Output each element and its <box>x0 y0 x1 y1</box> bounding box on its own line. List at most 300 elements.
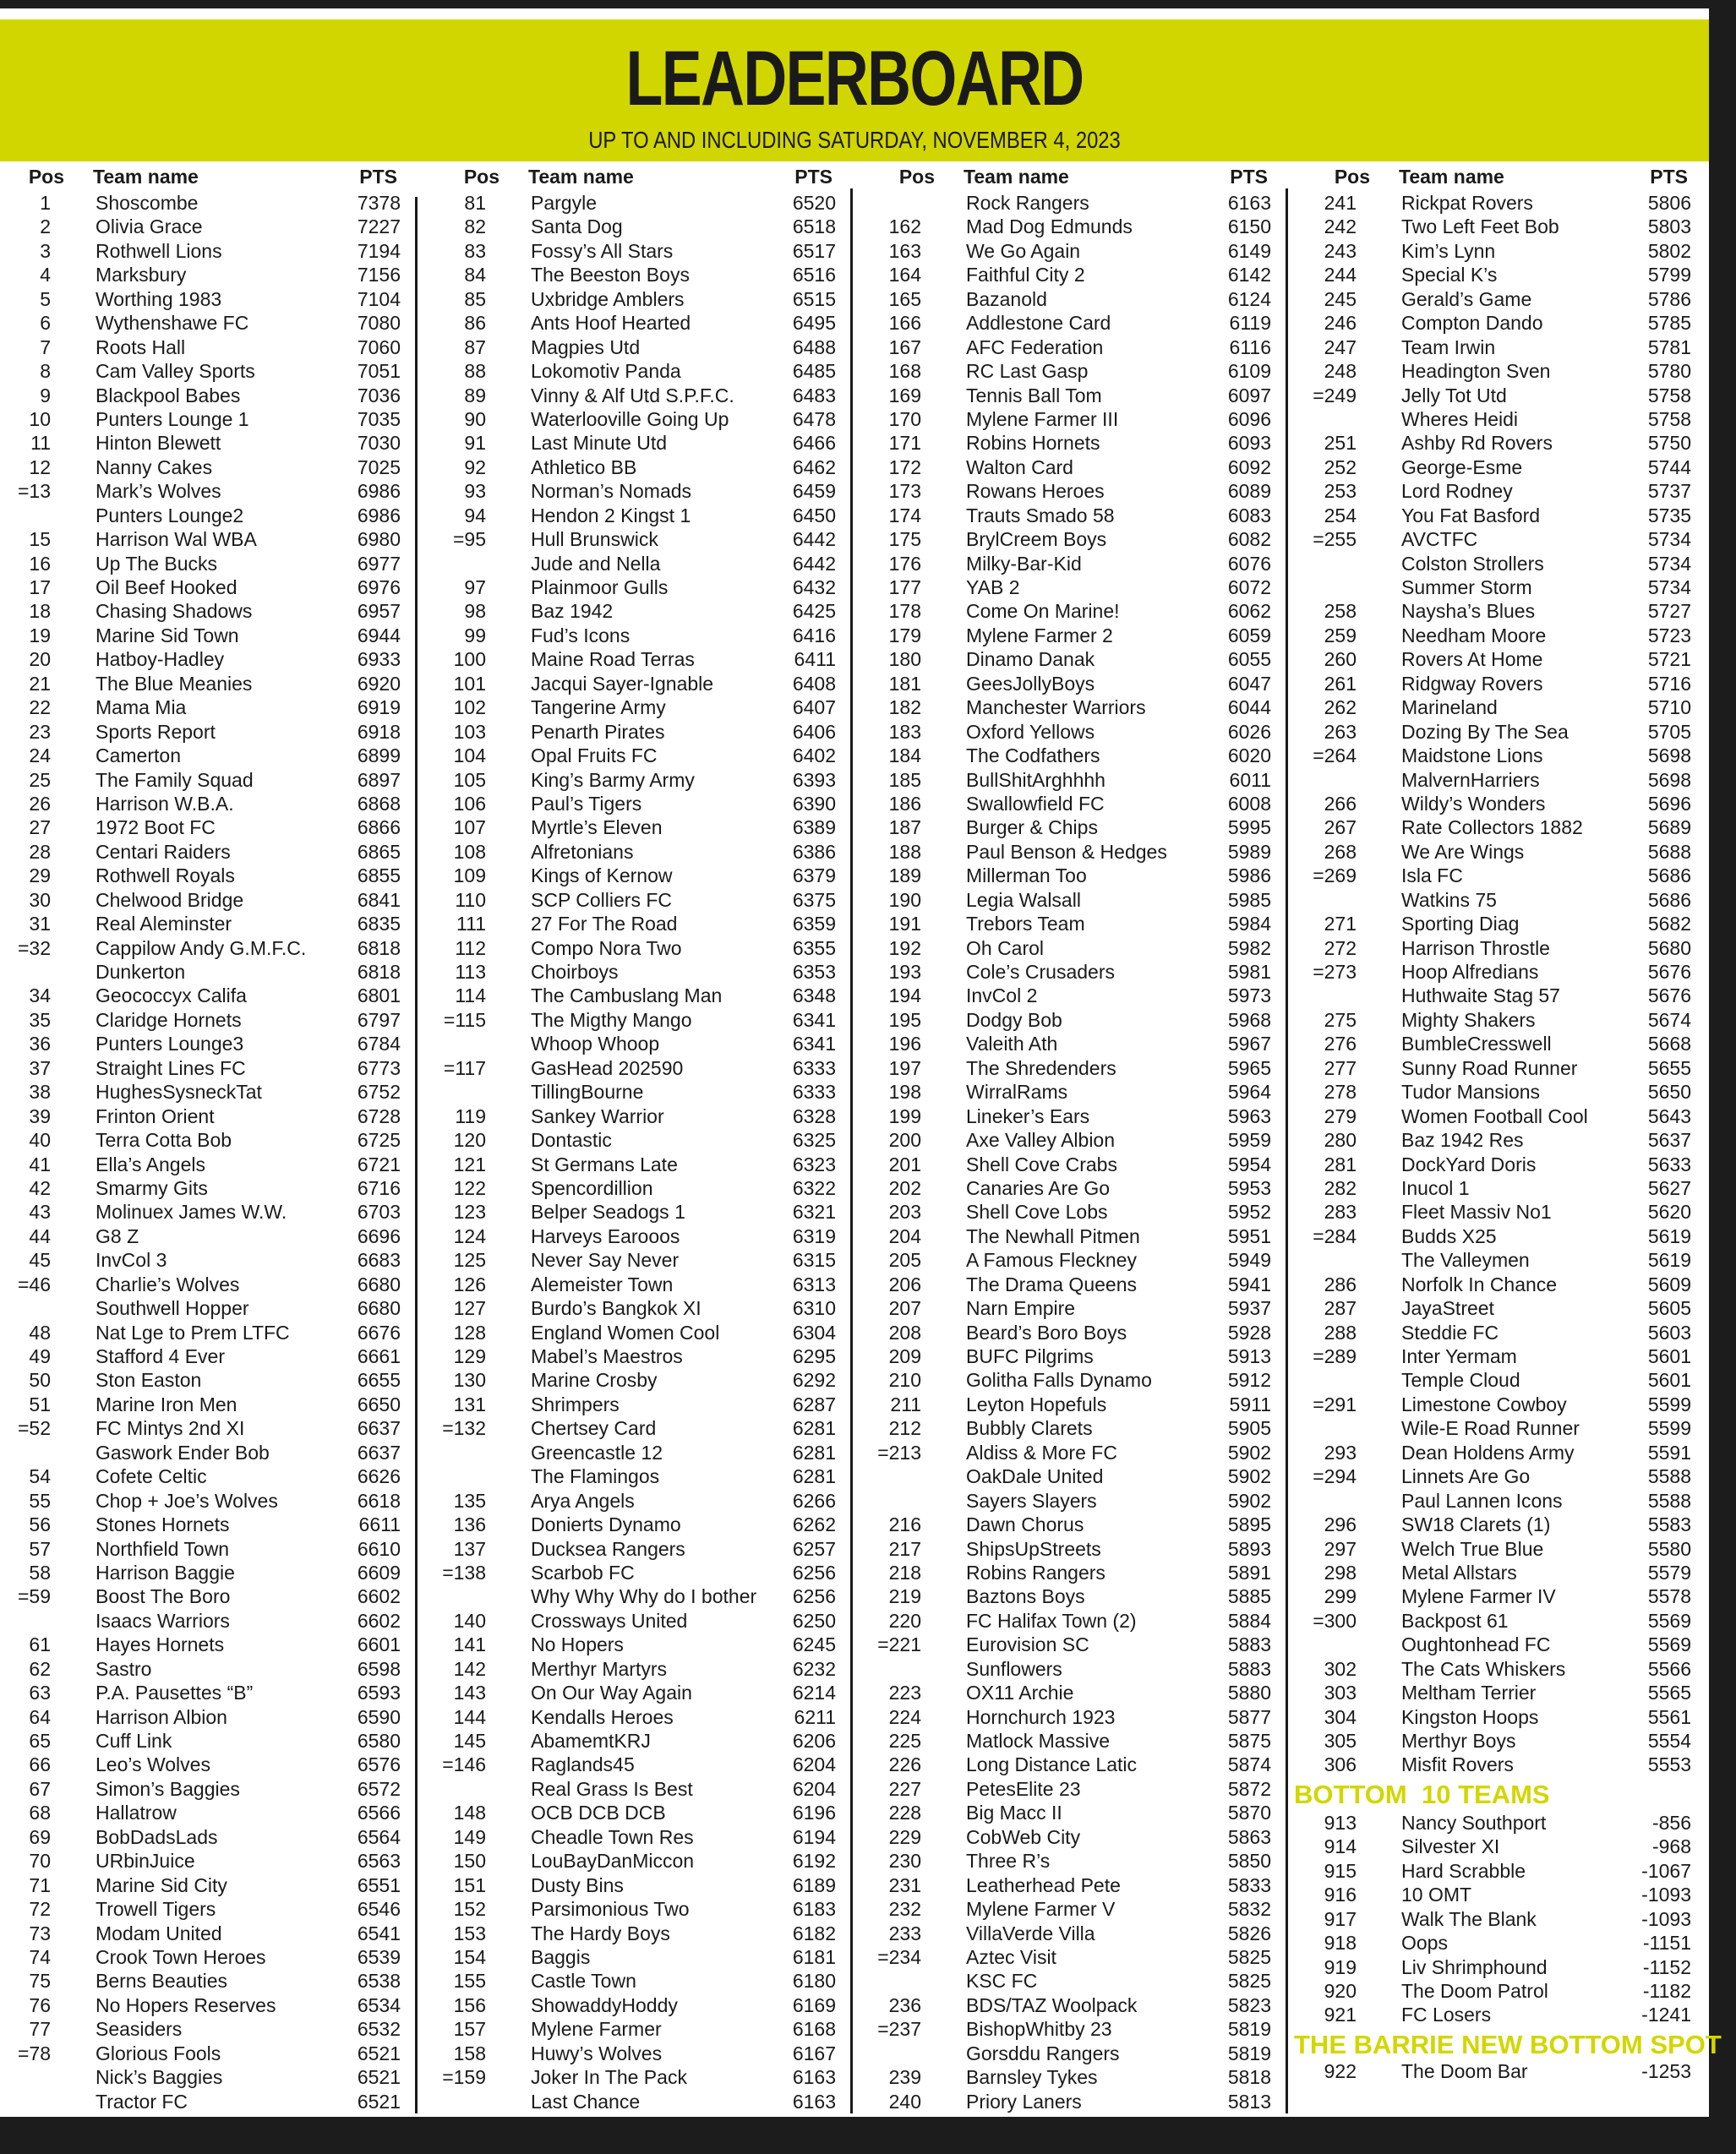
team-name-cell: Nanny Cakes <box>96 455 213 478</box>
points-cell: 5902 <box>1227 1465 1271 1488</box>
table-row <box>1306 1633 1713 1656</box>
team-name-cell: MalvernHarriers <box>1401 768 1540 791</box>
header-pts: PTS <box>359 166 397 188</box>
table-row <box>435 1393 858 1416</box>
team-name-cell: Faithful City 2 <box>966 264 1085 286</box>
points-cell: 6703 <box>357 1201 401 1224</box>
table-row <box>435 1777 858 1801</box>
team-name-cell: Berns Beauties <box>96 1970 227 1993</box>
team-name-cell: Hallatrow <box>96 1802 177 1824</box>
points-cell: 6204 <box>792 1777 836 1800</box>
points-cell: 6432 <box>792 576 836 598</box>
points-cell: 6076 <box>1227 552 1271 575</box>
team-name-cell: Shell Cove Lobs <box>966 1201 1108 1224</box>
points-cell: -968 <box>1651 1835 1691 1858</box>
table-row <box>871 1561 1293 1584</box>
points-cell: 6313 <box>792 1273 836 1295</box>
table-row <box>435 1296 858 1320</box>
team-name-cell: AVCTFC <box>1401 528 1478 551</box>
table-row <box>1306 1931 1713 1955</box>
points-cell: 6072 <box>1227 576 1271 598</box>
team-name-cell: WirralRams <box>966 1081 1068 1104</box>
points-cell: 6348 <box>792 984 836 1007</box>
position-cell: 45 <box>29 1249 51 1272</box>
table-row <box>871 1825 1293 1849</box>
table-row <box>1306 672 1713 695</box>
points-cell: 5949 <box>1227 1249 1271 1272</box>
column-header <box>871 162 1293 191</box>
table-row <box>871 984 1293 1007</box>
position-cell: 232 <box>888 1898 921 1921</box>
team-name-cell: Sastro <box>96 1657 152 1680</box>
points-cell: 6257 <box>792 1537 836 1560</box>
position-cell: 271 <box>1324 913 1357 935</box>
position-cell: 54 <box>29 1465 51 1488</box>
team-name-cell: Wythenshawe FC <box>96 312 249 335</box>
table-row <box>1306 1907 1713 1931</box>
table-row <box>871 2042 1293 2065</box>
table-row <box>871 888 1293 912</box>
position-cell: 66 <box>29 1753 51 1776</box>
position-cell: 283 <box>1324 1201 1357 1224</box>
team-name-cell: The Codfathers <box>966 744 1100 767</box>
points-cell: 6062 <box>1227 600 1271 623</box>
table-row <box>435 455 858 479</box>
table-row <box>1306 215 1713 238</box>
table-row <box>871 407 1293 431</box>
team-name-cell: Robins Rangers <box>966 1561 1105 1584</box>
team-name-cell: Cappilow Andy G.M.F.C. <box>96 936 307 959</box>
table-row <box>0 215 423 238</box>
points-cell: 5698 <box>1647 768 1691 791</box>
team-name-cell: The Blue Meanies <box>96 672 253 695</box>
table-row <box>1306 912 1713 935</box>
position-cell: 120 <box>453 1129 486 1152</box>
table-row <box>871 2090 1293 2113</box>
team-name-cell: Centari Raiders <box>96 840 231 863</box>
header-pos: Pos <box>28 166 64 188</box>
table-row <box>435 792 858 815</box>
team-name-cell: Punters Lounge3 <box>96 1033 244 1055</box>
table-row <box>435 2090 858 2113</box>
points-cell: 6211 <box>794 1705 836 1728</box>
table-row <box>1306 1859 1713 1883</box>
header-pts: PTS <box>794 166 833 188</box>
team-name-cell: We Go Again <box>966 239 1081 262</box>
position-cell: 16 <box>29 552 51 575</box>
team-name-cell: The Flamingos <box>531 1465 660 1488</box>
points-cell: 6459 <box>792 480 836 503</box>
table-row <box>435 624 858 647</box>
position-cell: 198 <box>888 1081 921 1104</box>
team-name-cell: Real Aleminster <box>96 913 232 935</box>
points-cell: 5566 <box>1647 1657 1691 1680</box>
team-name-cell: Misfit Rovers <box>1401 1753 1514 1776</box>
position-cell: 41 <box>29 1153 51 1175</box>
position-cell: 167 <box>888 335 921 358</box>
points-cell: 5986 <box>1227 864 1271 887</box>
points-cell: 6957 <box>357 600 401 623</box>
new-bottom-heading: THE BARRIE NEW BOTTOM SPOT <box>1294 2029 1722 2059</box>
points-cell: 6986 <box>357 480 401 503</box>
team-name-cell: Welch True Blue <box>1401 1537 1544 1560</box>
team-name-cell: InvCol 2 <box>966 984 1038 1007</box>
table-row <box>0 1561 423 1584</box>
table-row <box>435 1945 858 1969</box>
team-name-cell: Maine Road Terras <box>531 648 695 671</box>
points-cell: 6204 <box>792 1753 836 1776</box>
team-name-cell: Summer Storm <box>1401 576 1532 598</box>
position-cell: 279 <box>1324 1104 1357 1127</box>
team-name-cell: A Famous Fleckney <box>966 1249 1137 1272</box>
table-row <box>0 1537 423 1561</box>
position-cell: 87 <box>464 335 486 358</box>
team-name-cell: Gaswork Ender Bob <box>96 1441 270 1464</box>
position-cell: 236 <box>888 1993 921 2016</box>
points-cell: -1182 <box>1642 1979 1691 2002</box>
team-name-cell: Ashby Rd Rovers <box>1401 432 1553 455</box>
position-cell: 920 <box>1324 1979 1357 2002</box>
points-cell: 6563 <box>357 1850 401 1873</box>
position-cell: 209 <box>888 1345 921 1367</box>
points-cell: 5803 <box>1647 215 1691 238</box>
points-cell: 6295 <box>792 1345 836 1367</box>
position-cell: 11 <box>30 432 51 455</box>
table-row <box>1306 384 1713 407</box>
position-cell: =213 <box>877 1441 921 1464</box>
points-cell: 5569 <box>1647 1609 1691 1632</box>
position-cell: 194 <box>888 984 921 1007</box>
points-cell: 6680 <box>357 1273 401 1295</box>
points-cell: 5833 <box>1227 1873 1271 1896</box>
table-row <box>435 287 858 311</box>
points-cell: 5619 <box>1647 1224 1691 1247</box>
team-name-cell: Scarbob FC <box>531 1561 635 1584</box>
table-row <box>871 1368 1293 1392</box>
points-cell: 5884 <box>1227 1609 1271 1632</box>
position-cell: 89 <box>464 384 486 406</box>
table-row <box>1306 335 1713 359</box>
team-name-cell: Robins Hornets <box>966 432 1100 455</box>
team-name-cell: Millerman Too <box>966 864 1087 887</box>
table-row <box>0 1609 423 1633</box>
position-cell: 40 <box>29 1129 51 1152</box>
table-row <box>0 1513 423 1536</box>
table-row <box>435 888 858 912</box>
points-cell: 6416 <box>792 624 836 646</box>
table-row <box>871 1248 1293 1272</box>
table-row <box>1306 1489 1713 1513</box>
position-cell: =269 <box>1313 864 1357 887</box>
table-row <box>871 599 1293 623</box>
table-row <box>1306 1441 1713 1464</box>
table-row <box>435 1368 858 1392</box>
table-row <box>871 624 1293 647</box>
points-cell: 6442 <box>792 552 836 575</box>
table-row <box>871 720 1293 744</box>
rows-list <box>871 191 1293 2113</box>
points-cell: 6163 <box>1227 192 1271 214</box>
table-row <box>0 1321 423 1344</box>
position-cell: 36 <box>29 1033 51 1055</box>
team-name-cell: Chasing Shadows <box>96 600 253 623</box>
table-row <box>0 1032 423 1055</box>
points-cell: 5995 <box>1227 816 1271 839</box>
table-row <box>1306 1835 1713 1858</box>
position-cell: 19 <box>29 624 51 646</box>
position-cell: 230 <box>888 1850 921 1873</box>
position-cell: 149 <box>453 1825 486 1848</box>
table-row <box>0 287 423 311</box>
table-row <box>871 215 1293 238</box>
table-row <box>435 1753 858 1776</box>
position-cell: 2 <box>40 215 51 238</box>
team-name-cell: Rovers At Home <box>1401 648 1543 671</box>
team-name-cell: Glorious Fools <box>96 2042 221 2064</box>
team-name-cell: Naysha’s Blues <box>1401 600 1536 623</box>
team-name-cell: Smarmy Gits <box>96 1176 208 1199</box>
points-cell: 5637 <box>1647 1129 1691 1152</box>
team-name-cell: Colston Strollers <box>1401 552 1544 575</box>
points-cell: 5985 <box>1227 888 1271 911</box>
points-cell: 6488 <box>792 335 836 358</box>
team-name-cell: Rothwell Royals <box>96 864 235 887</box>
table-row <box>1306 815 1713 839</box>
table-row <box>871 672 1293 695</box>
table-row <box>1306 1200 1713 1224</box>
position-cell: 110 <box>455 888 486 911</box>
table-row <box>1306 720 1713 744</box>
table-row <box>1306 1657 1713 1681</box>
team-name-cell: We Are Wings <box>1401 840 1525 863</box>
table-row <box>871 1273 1293 1296</box>
points-cell: 6485 <box>792 360 836 383</box>
points-cell: 6119 <box>1229 312 1271 335</box>
table-row <box>871 647 1293 671</box>
team-name-cell: Marineland <box>1401 696 1498 719</box>
team-name-cell: SW18 Clarets (1) <box>1401 1513 1551 1536</box>
points-cell: 6637 <box>357 1417 401 1440</box>
team-name-cell: Frinton Orient <box>96 1104 215 1127</box>
points-cell: 6897 <box>357 768 401 791</box>
table-row <box>1306 359 1713 383</box>
points-cell: 5601 <box>1647 1345 1691 1367</box>
team-name-cell: Inter Yermam <box>1401 1345 1517 1367</box>
points-cell: 6546 <box>357 1898 401 1921</box>
position-cell: 211 <box>890 1393 921 1415</box>
table-row <box>1306 1729 1713 1753</box>
position-cell: 128 <box>453 1321 486 1344</box>
team-name-cell: HughesSysneckTat <box>96 1081 262 1104</box>
team-name-cell: Come On Marine! <box>966 600 1120 623</box>
points-cell: 6096 <box>1227 407 1271 430</box>
points-cell: 6355 <box>792 936 836 959</box>
table-row <box>435 1441 858 1464</box>
table-row <box>0 624 423 647</box>
team-name-cell: Southwell Hopper <box>96 1297 249 1320</box>
team-name-cell: Inucol 1 <box>1401 1176 1470 1199</box>
points-cell: 5902 <box>1227 1489 1271 1512</box>
table-row <box>1306 1584 1713 1608</box>
table-row <box>871 1344 1293 1368</box>
team-name-cell: You Fat Basford <box>1401 504 1541 526</box>
table-row <box>435 864 858 887</box>
table-row <box>0 1080 423 1104</box>
position-cell: 150 <box>453 1850 486 1873</box>
position-cell: 164 <box>888 264 921 286</box>
team-name-cell: Lokomotiv Panda <box>531 360 681 383</box>
table-row <box>871 1513 1293 1536</box>
position-cell: 21 <box>29 672 51 695</box>
points-cell: 6044 <box>1227 696 1271 719</box>
table-row <box>1306 1104 1713 1128</box>
position-cell: 25 <box>29 768 51 791</box>
position-cell: 38 <box>29 1081 51 1104</box>
position-cell: 280 <box>1324 1129 1357 1152</box>
team-name-cell: TillingBourne <box>531 1081 644 1104</box>
team-name-cell: AbamemtKRJ <box>531 1730 651 1752</box>
points-cell: 6047 <box>1227 672 1271 695</box>
table-row <box>0 2017 423 2041</box>
table-row <box>0 1416 423 1440</box>
position-cell: =221 <box>877 1633 921 1656</box>
team-name-cell: Waterlooville Going Up <box>531 407 729 430</box>
position-cell: 142 <box>453 1657 486 1680</box>
points-cell: 5941 <box>1227 1273 1271 1295</box>
position-cell: 206 <box>888 1273 921 1295</box>
position-cell: 251 <box>1324 432 1357 455</box>
table-row <box>0 792 423 815</box>
table-row <box>871 1200 1293 1224</box>
points-cell: 6478 <box>792 407 836 430</box>
table-row <box>1306 1032 1713 1055</box>
points-cell: 6450 <box>792 504 836 526</box>
team-name-cell: FC Losers <box>1401 2004 1492 2026</box>
position-cell: 919 <box>1324 1955 1357 1978</box>
table-row <box>0 720 423 744</box>
position-cell: 61 <box>29 1633 51 1656</box>
table-row <box>0 1633 423 1656</box>
table-row <box>435 1489 858 1513</box>
points-cell: 5588 <box>1647 1465 1691 1488</box>
points-cell: 6341 <box>792 1008 836 1031</box>
position-cell: 216 <box>888 1513 921 1536</box>
table-row <box>1306 407 1713 431</box>
team-name-cell: Dontastic <box>531 1129 612 1152</box>
team-name-cell: Greencastle 12 <box>531 1441 663 1464</box>
points-cell: 5599 <box>1647 1417 1691 1440</box>
team-name-cell: Uxbridge Amblers <box>531 287 685 310</box>
position-cell: 82 <box>464 215 486 238</box>
position-cell: 172 <box>888 455 921 478</box>
team-name-cell: InvCol 3 <box>96 1249 167 1272</box>
table-row <box>435 984 858 1007</box>
position-cell: 245 <box>1324 287 1357 310</box>
team-name-cell: Jelly Tot Utd <box>1401 384 1507 406</box>
position-cell: 217 <box>888 1537 921 1560</box>
team-name-cell: Spencordillion <box>531 1176 653 1199</box>
points-cell: 6721 <box>357 1153 401 1175</box>
team-name-cell: Hoop Alfredians <box>1401 961 1539 983</box>
table-row <box>1306 864 1713 887</box>
position-cell: 287 <box>1324 1297 1357 1320</box>
position-cell: 196 <box>888 1033 921 1055</box>
position-cell: 188 <box>888 840 921 863</box>
team-name-cell: Oops <box>1401 1932 1448 1955</box>
table-row <box>0 864 423 887</box>
table-row <box>871 335 1293 359</box>
points-cell: 6353 <box>792 961 836 983</box>
position-cell: 258 <box>1324 600 1357 623</box>
points-cell: 6590 <box>357 1705 401 1728</box>
points-cell: 5676 <box>1647 984 1691 1007</box>
table-row <box>871 1777 1293 1801</box>
table-row <box>435 1561 858 1584</box>
points-cell: 5650 <box>1647 1081 1691 1104</box>
team-name-cell: Arya Angels <box>531 1489 635 1512</box>
position-cell: 62 <box>29 1657 51 1680</box>
table-row <box>871 1080 1293 1104</box>
points-cell: 7051 <box>357 360 401 383</box>
position-cell: 921 <box>1324 2004 1357 2026</box>
points-cell: 6539 <box>357 1945 401 1968</box>
points-cell: 5554 <box>1647 1730 1691 1752</box>
team-name-cell: Merthyr Boys <box>1401 1730 1516 1752</box>
table-row <box>435 359 858 383</box>
position-cell: 293 <box>1324 1441 1357 1464</box>
position-cell: 97 <box>464 576 486 598</box>
points-cell: 6576 <box>357 1753 401 1776</box>
team-name-cell: Tudor Mansions <box>1401 1081 1541 1104</box>
points-cell: 6818 <box>357 936 401 959</box>
position-cell: 10 <box>29 407 51 430</box>
table-row <box>435 1897 858 1921</box>
team-name-cell: Modam United <box>96 1922 222 1944</box>
position-cell: 914 <box>1324 1835 1357 1858</box>
points-cell: 6059 <box>1227 624 1271 646</box>
points-cell: 6835 <box>357 913 401 935</box>
table-row <box>1306 1224 1713 1248</box>
points-cell: 5823 <box>1227 1993 1271 2016</box>
team-name-cell: Kim’s Lynn <box>1401 239 1496 262</box>
team-name-cell: Ston Easton <box>96 1369 202 1392</box>
table-row <box>435 1633 858 1656</box>
team-name-cell: The Shredenders <box>966 1056 1116 1079</box>
position-cell: 131 <box>453 1393 486 1415</box>
table-row <box>0 1681 423 1704</box>
table-row <box>871 1537 1293 1561</box>
table-row <box>871 1922 1293 1945</box>
points-cell: 5870 <box>1227 1802 1271 1824</box>
team-name-cell: The Valleymen <box>1401 1249 1530 1272</box>
table-row <box>1306 1705 1713 1729</box>
team-name-cell: Wheres Heidi <box>1401 407 1519 430</box>
team-name-cell: Kings of Kernow <box>531 864 673 887</box>
new-bottom-list <box>1306 2059 1713 2083</box>
table-row <box>0 1200 423 1224</box>
team-name-cell: Cofete Celtic <box>96 1465 207 1488</box>
position-cell: 23 <box>29 720 51 743</box>
points-cell: 6425 <box>792 600 836 623</box>
table-row <box>1306 695 1713 719</box>
points-cell: 5937 <box>1227 1297 1271 1320</box>
position-cell: 99 <box>464 624 486 646</box>
team-name-cell: Golitha Falls Dynamo <box>966 1369 1152 1392</box>
team-name-cell: The Doom Bar <box>1401 2059 1528 2082</box>
team-name-cell: Straight Lines FC <box>96 1056 246 1079</box>
points-cell: 7104 <box>357 287 401 310</box>
team-name-cell: Tangerine Army <box>531 696 666 719</box>
